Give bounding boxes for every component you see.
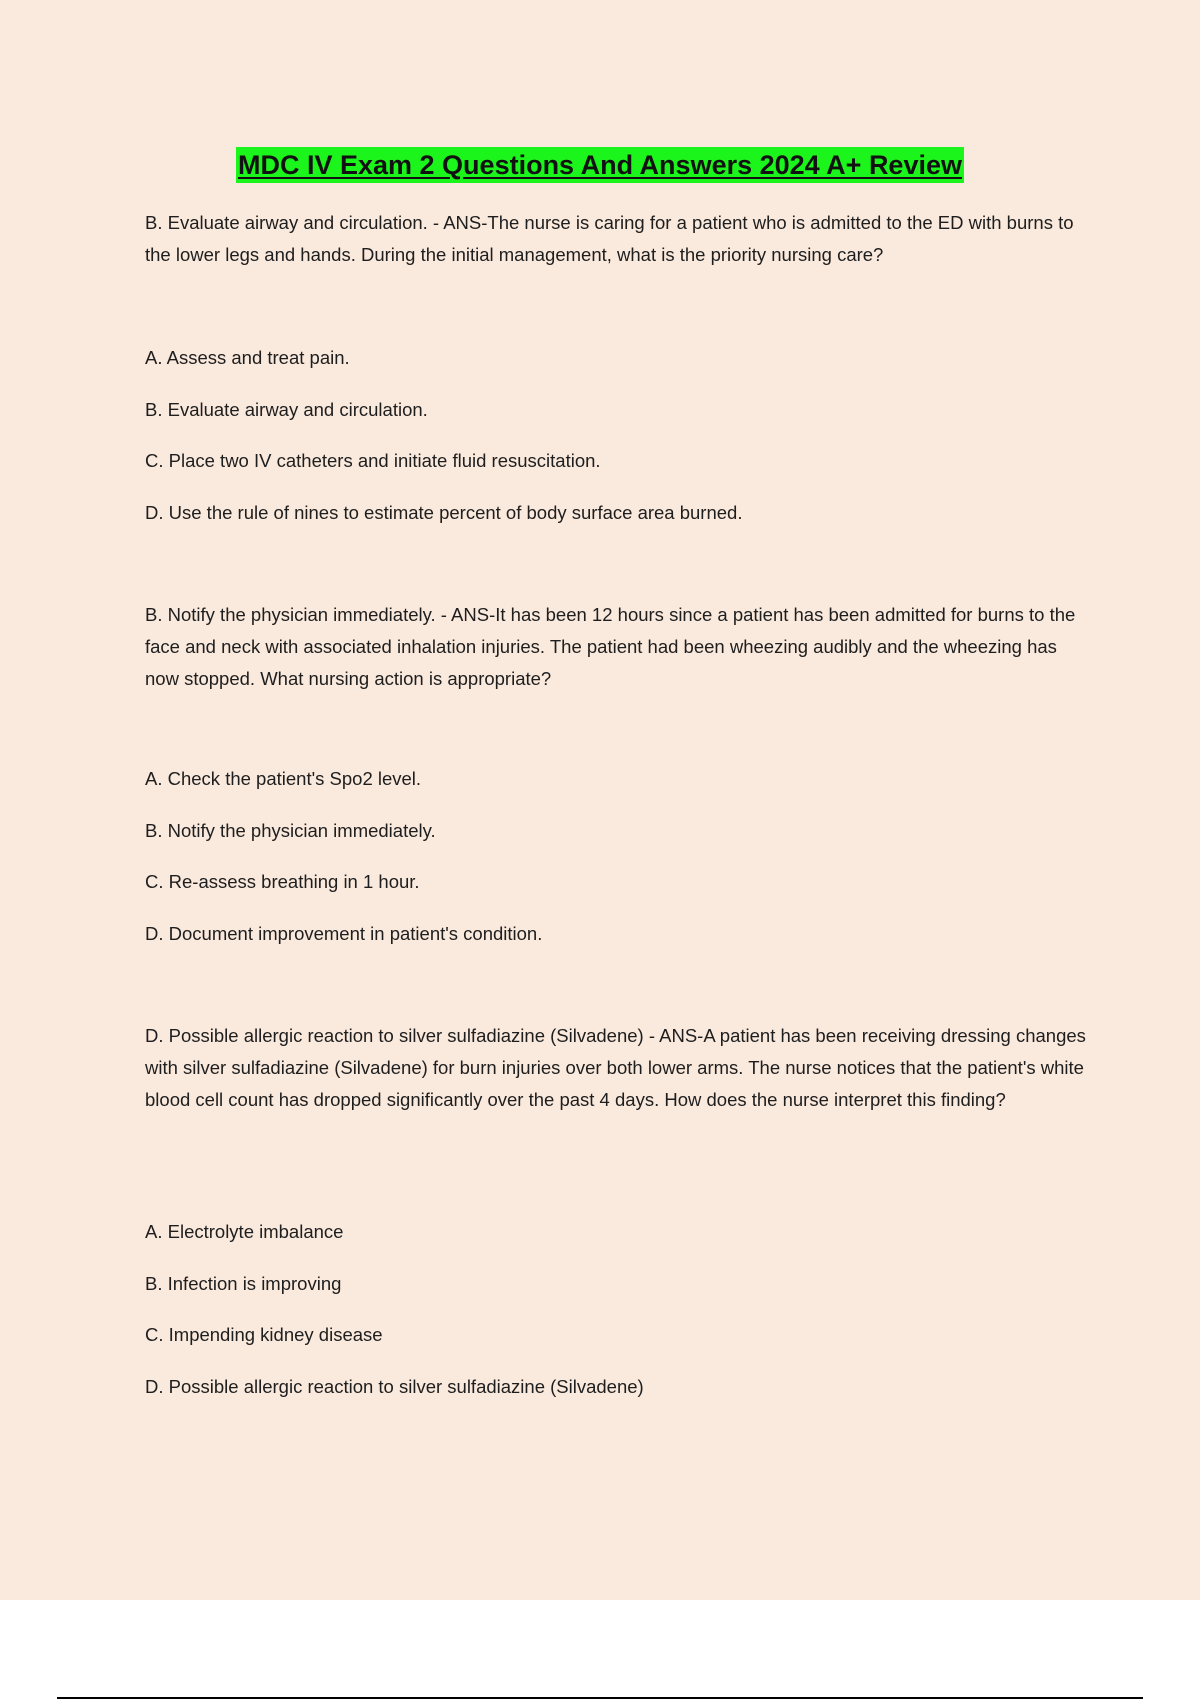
option-item: B. Infection is improving <box>145 1272 342 1294</box>
option-item: C. Re-assess breathing in 1 hour. <box>145 871 420 892</box>
option-item: B. Notify the physician immediately. <box>145 819 436 841</box>
answer-question-text: D. Possible allergic reaction to silver sulfadiazine (Silvadene) - ANS-A patient has been receiving dressing changes with silver sulfadiazine (Silvadene) for burn injuries over both lower arms. The nurse notices that the patient's white blood cell count has dropped significantly over the past 4 days. How does the nurse interpret this finding? <box>145 1025 1086 1110</box>
title-container <box>0 147 1200 183</box>
option-item: A. Assess and treat pain. <box>145 347 350 368</box>
question-block-3 <box>145 1020 1095 1116</box>
question-block-1 <box>145 207 1095 271</box>
option-item: D. Use the rule of nines to estimate percent of body surface area burned. <box>145 501 743 523</box>
question-block-2 <box>145 599 1095 695</box>
options-list-3 <box>145 1219 1095 1400</box>
options-list-1 <box>145 345 1095 526</box>
option-item: B. Evaluate airway and circulation. <box>145 398 428 420</box>
document-title: MDC IV Exam 2 Questions And Answers 2024 A+ Review <box>236 147 964 183</box>
option-item: C. Place two IV catheters and initiate fluid resuscitation. <box>145 450 601 471</box>
footer-divider <box>57 1697 1143 1699</box>
option-item: A. Check the patient's Spo2 level. <box>145 768 422 789</box>
answer-question-text: B. Evaluate airway and circulation. - ANS-The nurse is caring for a patient who is admitted to the ED with burns to the lower legs and hands. During the initial management, what is the priority nursing care? <box>145 212 1074 265</box>
option-item: A. Electrolyte imbalance <box>145 1221 344 1242</box>
answer-question-text: B. Notify the physician immediately. - ANS-It has been 12 hours since a patient has been admitted for burns to the face and neck with associated inhalation injuries. The patient had been wheezing audibly and the wheezing has now stopped. What nursing action is appropriate? <box>145 604 1076 689</box>
options-list-2 <box>145 766 1095 947</box>
option-item: C. Impending kidney disease <box>145 1324 383 1345</box>
option-item: D. Document improvement in patient's condition. <box>145 922 543 944</box>
option-item: D. Possible allergic reaction to silver sulfadiazine (Silvadene) <box>145 1375 644 1397</box>
